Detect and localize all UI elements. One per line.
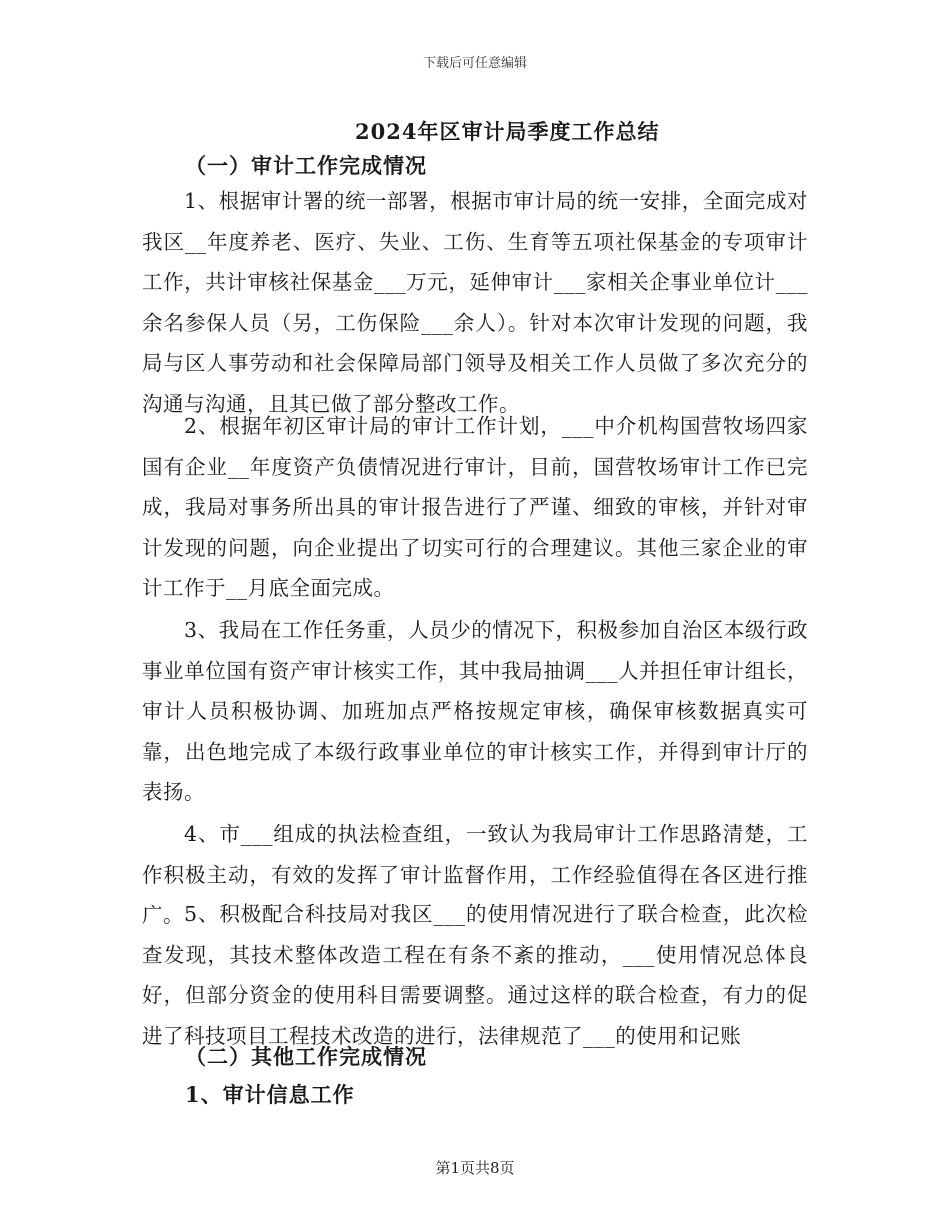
page-number: 第1页共8页 xyxy=(435,1159,515,1177)
subsection-heading: 1、审计信息工作 xyxy=(185,1082,355,1107)
paragraph-5: 5、积极配合科技局对我区___的使用情况进行了联合检查，此次检查发现，其技术整体改造工程在有条不紊的推动，___使用情况总体良好，但部分资金的使用科目需要调整。通过这样的联合检查，有力的促进了科技项目工程技术改造的进行，法律规范了___的使用和记账 xyxy=(142,902,808,1048)
section-heading-2: （二）其他工作完成情况 xyxy=(185,1044,427,1069)
paragraph-4: 4、市___组成的执法检查组，一致认为我局审计工作思路清楚，工作积极主动，有效的发挥了审计监督作用，工作经验值得在各区进行推广。 xyxy=(142,822,808,928)
document-title: 2024年区审计局季度工作总结 xyxy=(355,119,660,144)
header-note: 下载后可任意编辑 xyxy=(422,56,527,71)
section-heading-1: （一）审计工作完成情况 xyxy=(185,153,427,178)
paragraph-3: 3、我局在工作任务重，人员少的情况下，积极参加自治区本级行政事业单位国有资产审计核实工作，其中我局抽调___人并担任审计组长，审计人员积极协调、加班加点严格按规定审核，确保审核数据真实可靠，出色地完成了本级行政事业单位的审计核实工作，并得到审计厅的表扬。 xyxy=(142,618,808,805)
paragraph-1: 1、根据审计署的统一部署，根据市审计局的统一安排，全面完成对我区__年度养老、医疗、失业、工伤、生育等五项社保基金的专项审计工作，共计审核社保基金___万元，延伸审计___家相关企事业单位计___余名参保人员（另，工伤保险___余人）。针对本次审计发现的问题，我局与区人事劳动和社会保障局部门领导及相关工作人员做了多次充分的沟通与沟通，且其已做了部分整改工作。 xyxy=(142,189,808,416)
paragraph-2: 2、根据年初区审计局的审计工作计划，___中介机构国营牧场四家国有企业__年度资产负债情况进行审计，目前，国营牧场审计工作已完成，我局对事务所出具的审计报告进行了严谨、细致的审核，并针对审计发现的问题，向企业提出了切实可行的合理建议。其他三家企业的审计工作于__月底全面完成。 xyxy=(142,414,808,601)
